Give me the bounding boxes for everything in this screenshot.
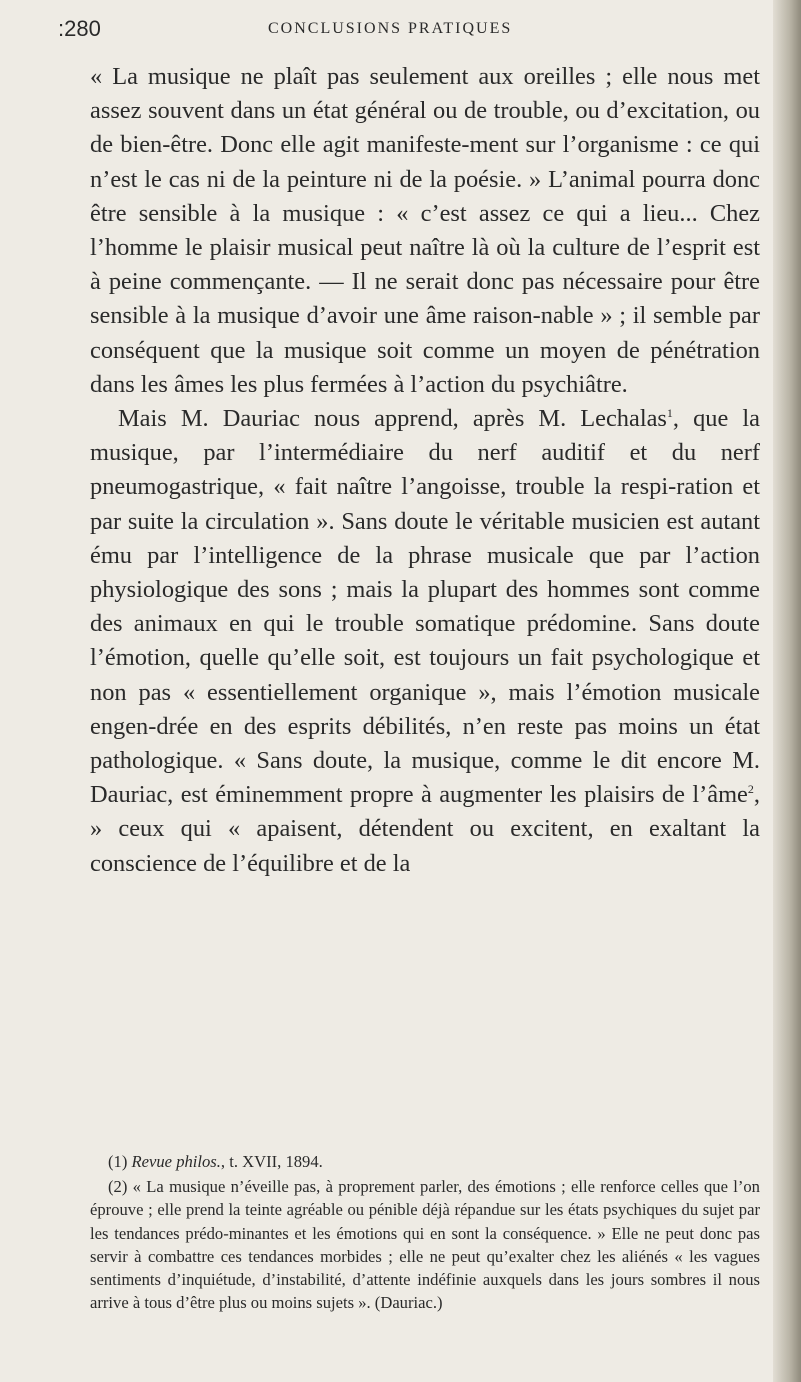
footnote-1-rest: , t. XVII, 1894.: [220, 1152, 323, 1171]
paragraph-2-part-c: , » ceux qui « apaisent, détendent ou excitent, en exaltant la conscience de l’équilibre et de la: [90, 781, 760, 877]
page-edge-shadow: [773, 0, 801, 1382]
footnote-2: [90, 1175, 760, 1314]
paragraph-2: [90, 402, 760, 881]
footnote-ref-1: 1: [666, 405, 673, 420]
paragraph-2-part-b: , que la musique, par l’intermédiaire du nerf auditif et du nerf pneumogastrique, « fait naître l’angoisse, trouble la respi-ration et par suite la circulation ». Sans doute le véritable musicien est autant ému par l’intelligence de la phrase musicale que par l’action physiologique des sons ; mais la plupart des hommes sont comme des animaux en qui le trouble somatique prédomine. Sans doute l’émotion, quelle qu’elle soit, est toujours un fait psychologique et non pas « essentiellement organique », mais l’émotion musicale engen-drée en des esprits débilités, n’en reste pas moins un état pathologique. « Sans doute, la musique, comme le dit encore M. Dauriac, est éminemment propre à augmenter les plaisirs de l’âme: [90, 405, 760, 809]
paragraph-1: « La musique ne plaît pas seulement aux oreilles ; elle nous met assez souvent dans un état général ou de trouble, ou d’excitation, ou de bien-être. Donc elle agit manifeste-ment sur l’organisme : ce qui n’est le cas ni de la peinture ni de la poésie. » L’animal pourra donc être sensible à la musique : « c’est assez ce qui a lieu... Chez l’homme le plaisir musical peut naître là où la culture de l’esprit est à peine commençante. — Il ne serait donc pas nécessaire pour être sensible à la musique d’avoir une âme raison-nable » ; il semble par conséquent que la musique soit comme un moyen de pénétration dans les âmes les plus fermées à l’action du psychiâtre.: [90, 63, 760, 398]
page-number: :280: [58, 16, 101, 41]
footnote-1: [90, 1150, 760, 1173]
footnotes: [90, 1150, 760, 1314]
footnote-1-number: (1): [108, 1152, 128, 1171]
page-header: [58, 14, 758, 44]
body-text: [90, 60, 760, 881]
running-head: CONCLUSIONS PRATIQUES: [268, 20, 513, 37]
footnote-ref-2: 2: [747, 782, 754, 797]
paragraph-2-part-a: Mais M. Dauriac nous apprend, après M. Lechalas: [118, 405, 667, 433]
footnote-1-title: Revue philos.: [131, 1152, 221, 1171]
footnote-2-number: (2): [108, 1177, 128, 1197]
footnote-2-text: « La musique n’éveille pas, à proprement parler, des émotions ; elle renforce celles que l’on éprouve ; elle prend la teinte agréable ou pénible déjà répandue sur les états psychiques du sujet par les tendances prédo-minantes et les émotions qui en sont la conséquence. » Elle ne peut donc pas servir à combattre ces tendances morbides ; elle ne peut qu’exalter chez les aliénés « les vagues sentiments d’inquiétude, d’instabilité, d’attente indéfinie auxquels dans les jours sombres il nous arrive à tous d’être plus ou moins sujets ». (Dauriac.): [90, 1177, 760, 1313]
